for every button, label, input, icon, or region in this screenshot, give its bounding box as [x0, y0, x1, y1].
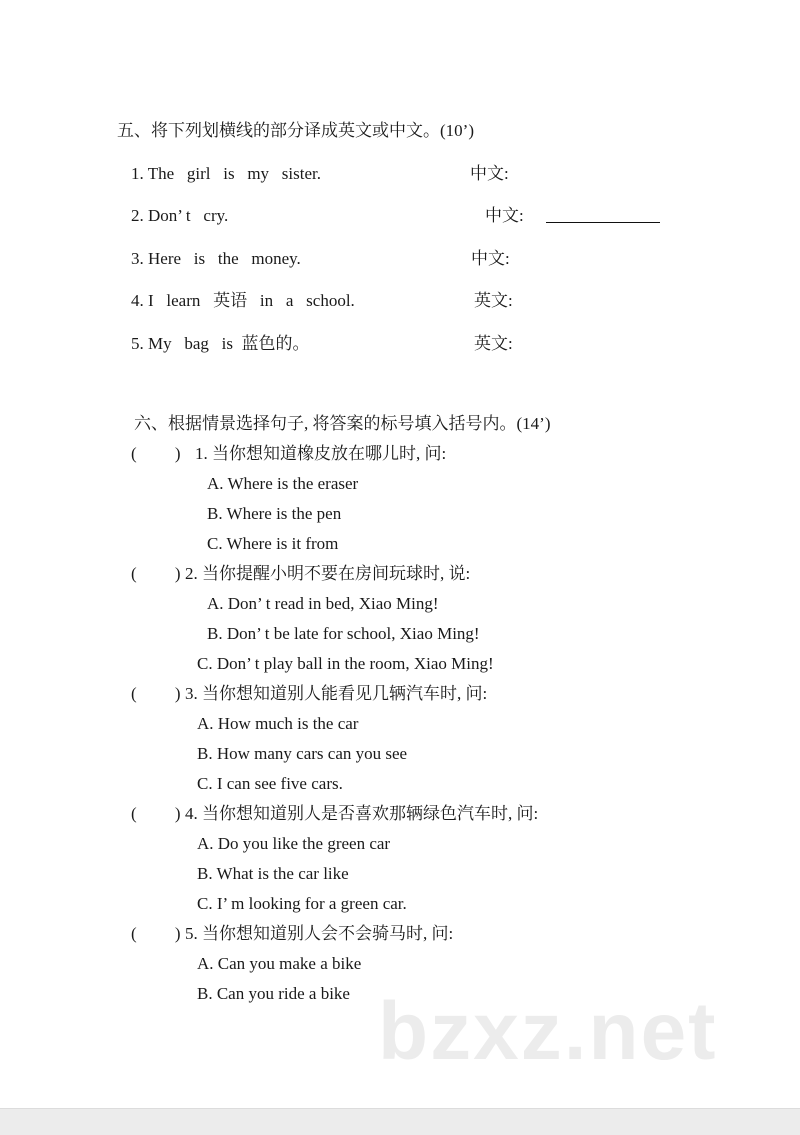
q3-answer-paren: ( )	[131, 684, 181, 703]
q3-option-b: B. How many cars can you see	[197, 744, 408, 763]
q1-option-c: C. Where is it from	[207, 534, 339, 553]
q3-option-a: A. How much is the car	[197, 714, 359, 733]
q5-answer-paren: ( )	[131, 924, 181, 943]
s5-item-4-target: 英文:	[474, 291, 513, 310]
q1-answer-paren: ( )	[131, 444, 181, 463]
q5-prompt: 5. 当你想知道别人会不会骑马时, 问:	[185, 924, 454, 943]
section5-title: 五、将下列划横线的部分译成英文或中文。(10’)	[117, 121, 474, 140]
q2-answer-paren: ( )	[131, 564, 181, 583]
s5-item-2-target: 中文:	[485, 206, 524, 225]
page-bottom-edge	[0, 1108, 800, 1135]
s5-item-1-target: 中文:	[470, 164, 509, 183]
q5-option-a: A. Can you make a bike	[197, 954, 362, 973]
section6-title: 六、根据情景选择句子, 将答案的标号填入括号内。(14’)	[134, 414, 551, 433]
q1-option-a: A. Where is the eraser	[207, 474, 359, 493]
s5-item-3-sentence: 3. Here is the money.	[131, 249, 301, 268]
watermark-logo: bzxz.net	[378, 986, 718, 1077]
s5-item-1-sentence: 1. The girl is my sister.	[131, 164, 321, 183]
q4-option-c: C. I’ m looking for a green car.	[197, 894, 407, 913]
q2-option-b: B. Don’ t be late for school, Xiao Ming!	[207, 624, 480, 643]
q2-option-c: C. Don’ t play ball in the room, Xiao Ming!	[197, 654, 494, 673]
q1-prompt: 1. 当你想知道橡皮放在哪儿时, 问:	[195, 444, 447, 463]
q2-option-a: A. Don’ t read in bed, Xiao Ming!	[207, 594, 439, 613]
q3-option-c: C. I can see five cars.	[197, 774, 343, 793]
s5-item-3-target: 中文:	[471, 249, 510, 268]
s5-item-2-sentence: 2. Don’ t cry.	[131, 206, 229, 225]
q2-prompt: 2. 当你提醒小明不要在房间玩球时, 说:	[185, 564, 471, 583]
q4-answer-paren: ( )	[131, 804, 181, 823]
q4-prompt: 4. 当你想知道别人是否喜欢那辆绿色汽车时, 问:	[185, 804, 539, 823]
q1-option-b: B. Where is the pen	[207, 504, 342, 523]
q5-option-b: B. Can you ride a bike	[197, 984, 350, 1003]
q4-option-a: A. Do you like the green car	[197, 834, 391, 853]
s5-item-5-target: 英文:	[474, 334, 513, 353]
answer-blank-line	[546, 222, 660, 223]
s5-item-5-sentence: 5. My bag is 蓝色的。	[131, 334, 310, 353]
q3-prompt: 3. 当你想知道别人能看见几辆汽车时, 问:	[185, 684, 488, 703]
q4-option-b: B. What is the car like	[197, 864, 349, 883]
s5-item-4-sentence: 4. I learn 英语 in a school.	[131, 291, 355, 310]
